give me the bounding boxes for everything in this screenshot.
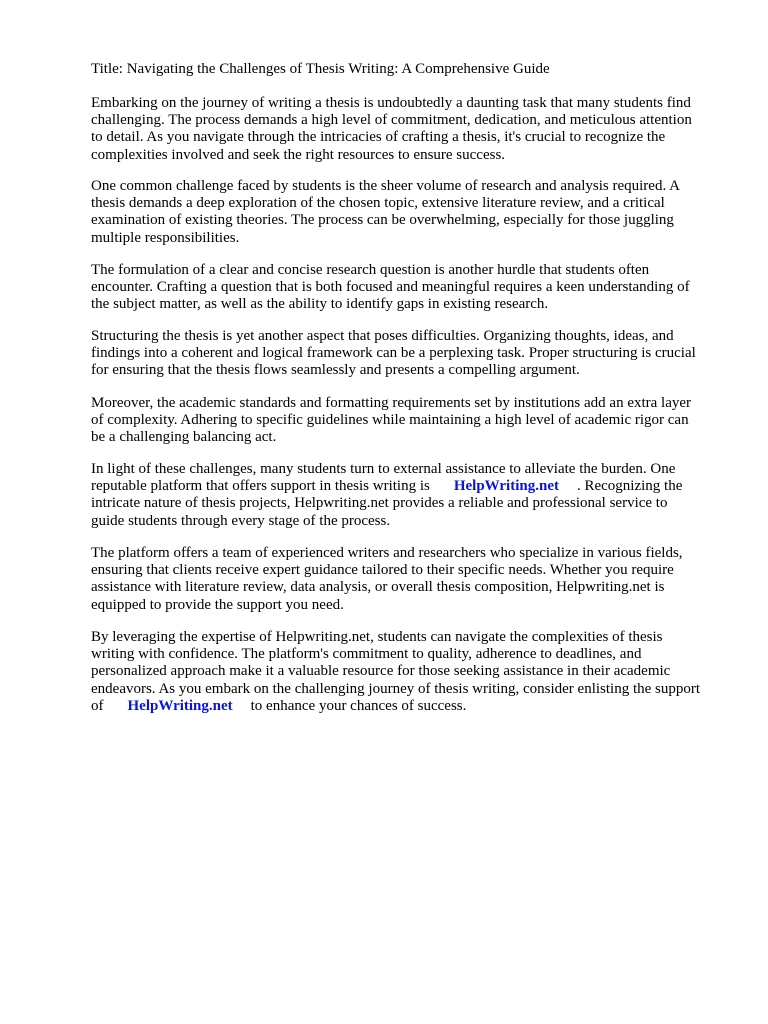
text-line: for ensuring that the thesis flows seamlessly and presents a compelling argument. [91,362,580,379]
text-line: guide students through every stage of the process. [91,512,391,529]
text-line: Embarking on the journey of writing a thesis is undoubtedly a daunting task that many students find [91,95,691,111]
text-line: Moreover, the academic standards and formatting requirements set by institutions add an extra layer [91,395,692,411]
text-line: endeavors. As you embark on the challenging journey of thesis writing, consider enlisting the support [91,680,701,697]
text-line: encounter. Crafting a question that is both focused and meaningful requires a keen understanding of [91,279,690,296]
paragraph-external-assistance [91,461,731,530]
paragraph-academic-standards [91,395,731,447]
text-line: In light of these challenges, many students turn to external assistance to alleviate the burden. One [91,461,676,477]
text-line: personalized approach make it a valuable resource for those seeking assistance in their academic [91,663,671,680]
line-text-before-link: reputable platform that offers support in thesis writing is [91,478,430,495]
text-line-with-link [91,478,731,495]
paragraph-intro [91,95,731,164]
text-line: to detail. As you navigate through the intricacies of crafting a thesis, it's crucial to recognize the [91,129,666,146]
paragraph-structuring [91,328,731,380]
text-line: One common challenge faced by students is the sheer volume of research and analysis required. A [91,178,680,194]
text-line: The platform offers a team of experienced writers and researchers who specialize in various fields, [91,545,683,561]
paragraph-platform-team [91,545,731,614]
text-line: of complexity. Adhering to specific guidelines while maintaining a high level of academic rigor can [91,412,689,429]
text-line: intricate nature of thesis projects, Helpwriting.net provides a reliable and professional service to [91,495,668,512]
text-line: challenging. The process demands a high level of commitment, dedication, and meticulous attention [91,112,692,129]
text-line: be a challenging balancing act. [91,429,277,446]
paragraph-research-question [91,262,731,314]
text-line: ensuring that clients receive expert guidance tailored to their specific needs. Whether you require [91,562,674,579]
paragraph-conclusion [91,629,731,715]
text-line: thesis demands a deep exploration of the chosen topic, extensive literature review, and a critical [91,195,665,212]
text-line: equipped to provide the support you need. [91,596,344,613]
text-line: Structuring the thesis is yet another aspect that poses difficulties. Organizing thoughts, ideas, and [91,328,674,344]
text-line: multiple responsibilities. [91,229,240,246]
document-title: Title: Navigating the Challenges of Thesis Writing: A Comprehensive Guide [91,61,550,77]
text-line: writing with confidence. The platform's commitment to quality, adherence to deadlines, and [91,646,642,663]
helpwriting-link[interactable]: HelpWriting.net [453,478,559,495]
line-text-after-link: . Recognizing the [576,478,683,495]
text-line: examination of existing theories. The process can be overwhelming, especially for those juggling [91,212,674,229]
paragraph-research-volume [91,178,731,247]
text-line: The formulation of a clear and concise research question is another hurdle that students often [91,262,650,278]
line-text-after-link: to enhance your chances of success. [250,697,467,714]
text-line: findings into a coherent and logical framework can be a perplexing task. Proper structuring is crucial [91,345,696,362]
line-text-before-link: of [91,697,104,714]
text-line: By leveraging the expertise of Helpwriting.net, students can navigate the complexities of thesis [91,629,663,645]
text-line-with-link [91,698,731,715]
text-line: complexities involved and seek the right resources to ensure success. [91,146,506,163]
text-line: the subject matter, as well as the ability to identify gaps in existing research. [91,296,549,313]
helpwriting-link[interactable]: HelpWriting.net [127,697,233,714]
text-line: assistance with literature review, data analysis, or overall thesis composition, Helpwriting.net is [91,579,665,596]
